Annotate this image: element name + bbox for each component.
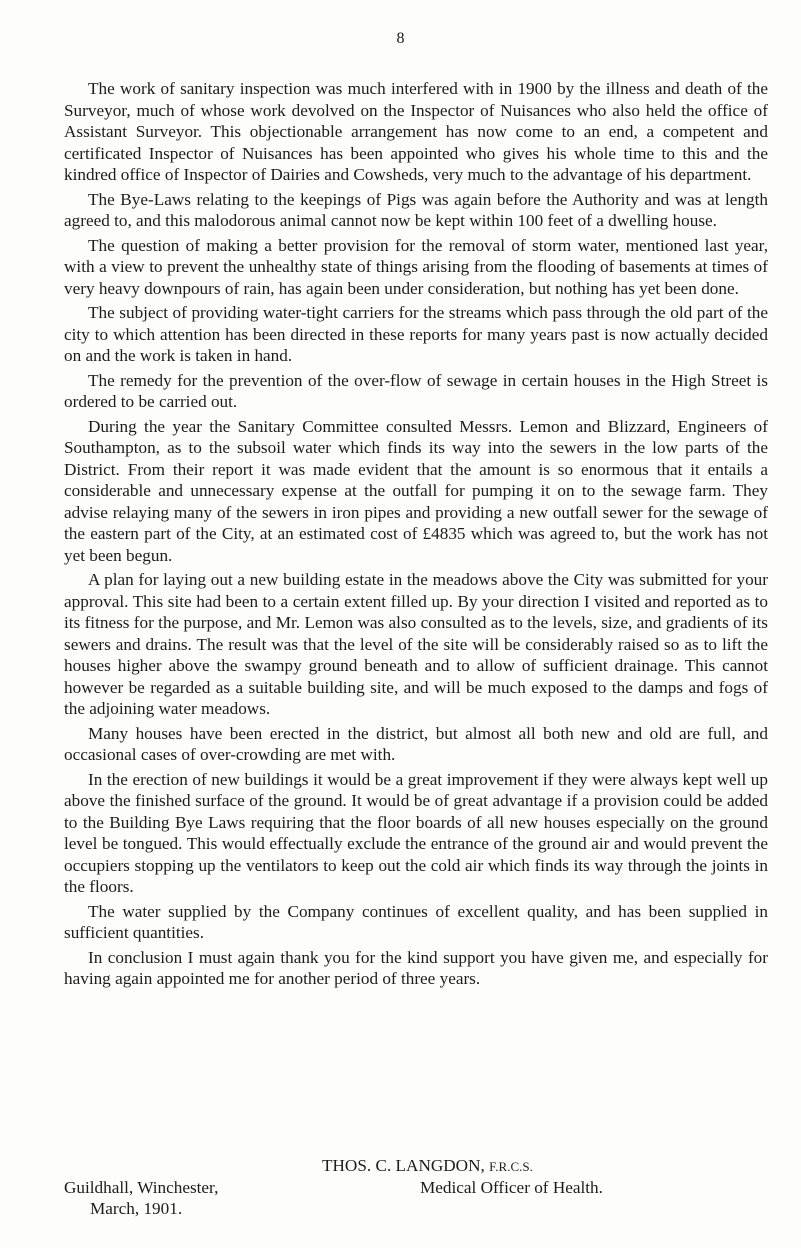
paragraph-new-buildings: In the erection of new buildings it would be a great improvement if they were always kept well up above the finished surface of the ground. It would be of great advantage if a provision could be added to the Building Bye Laws requiring that the floor boards of all new houses especially on the ground level be tongued. This would effectually exclude the entrance of the ground air and would prevent the occupiers stopping up the ventilators to keep out the cold air which finds its way through the joints in the floors. — [64, 769, 768, 896]
page-number: 8 — [396, 30, 405, 47]
paragraph-water-supply: The water supplied by the Company continues of excellent quality, and has been supplied in sufficient quantities. — [64, 901, 768, 942]
signatory-title: Medical Officer of Health. — [420, 1177, 603, 1197]
paragraph-sanitary-inspection: The work of sanitary inspection was much interfered with in 1900 by the illness and death of the Surveyor, much of whose work devolved on the Inspector of Nuisances who also held the office of Assistant Surveyor. This objectionable arrangement has now come to an end, a competent and certificated Inspector of Nuisances has been appointed who gives his whole time to this and the kindred office of Inspector of Dairies and Cowsheds, very much to the advantage of his department. — [64, 79, 768, 184]
signatory-name: THOS. C. LANGDON, — [322, 1156, 485, 1175]
signature-date: March, 1901. — [90, 1199, 183, 1218]
signature-block — [64, 1155, 768, 1220]
signatory-name-line — [322, 1155, 533, 1178]
paragraph-sewage-overflow: The remedy for the prevention of the over-flow of sewage in certain houses in the High Street is ordered to be carried out. — [64, 370, 768, 411]
paragraph-houses-erected: Many houses have been erected in the district, but almost all both new and old are full, and occasional cases of over-crowding are met with. — [64, 723, 768, 764]
paragraph-bye-laws-pigs: The Bye-Laws relating to the keepings of Pigs was again before the Authority and was at length agreed to, and this malodorous animal cannot now be kept within 100 feet of a dwelling house. — [64, 189, 768, 230]
report-body — [64, 78, 768, 993]
signature-place: Guildhall, Winchester, — [64, 1177, 219, 1197]
paragraph-water-tight-carriers: The subject of providing water-tight carriers for the streams which pass through the old part of the city to which attention has been directed in these reports for many years past is now actually decided on and the work is taken in hand. — [64, 303, 768, 365]
paragraph-subsoil-water: During the year the Sanitary Committee consulted Messrs. Lemon and Blizzard, Engineers of Southampton, as to the subsoil water which finds its way into the sewers in the low parts of the District. From their report it was made evident that the amount is so enormous that it entails a considerable and unnecessary expense at the outfall for pumping it on to the sewage farm. They advise relaying many of the sewers in iron pipes and providing a new outfall sewer for the sewage of the eastern part of the City, at an estimated cost of £4835 which was agreed to, but the work has not yet been begun. — [64, 416, 768, 565]
paragraph-conclusion: In conclusion I must again thank you for the kind support you have given me, and especially for having again appointed me for another period of three years. — [64, 947, 768, 988]
paragraph-building-estate: A plan for laying out a new building estate in the meadows above the City was submitted for your approval. This site had been to a certain extent filled up. By your direction I visited and reported as to its fitness for the purpose, and Mr. Lemon was also consulted as to the levels, size, and gradients of its sewers and drains. The result was that the level of the site will be considerably raised so as to lift the houses higher above the swampy ground beneath and to allow of sufficient drainage. This cannot however be regarded as a suitable building site, and will be much exposed to the damps and fogs of the adjoining water meadows. — [64, 570, 768, 718]
signatory-qualification: F.R.C.S. — [489, 1159, 533, 1174]
paragraph-storm-water: The question of making a better provision for the removal of storm water, mentioned last year, with a view to prevent the unhealthy state of things arising from the flooding of basements at times of very heavy downpours of rain, has again been under consideration, but nothing has yet been done. — [64, 235, 768, 298]
